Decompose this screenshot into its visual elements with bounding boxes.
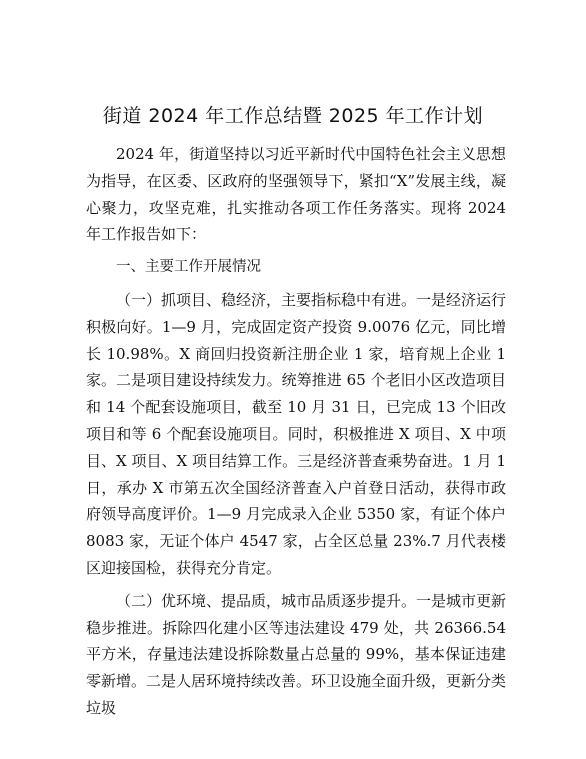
- document-title: 街道 2024 年工作总结暨 2025 年工作计划: [102, 105, 484, 127]
- intro-paragraph: 2024 年，街道坚持以习近平新时代中国特色社会主义思想为指导，在区委、区政府的坚强领导下，紧扣“X”发展主线，凝心聚力，攻坚克难，扎实推动各项工作任务落实。现将 2024 年工作报告如下：: [86, 145, 506, 244]
- paragraph-environment: （二）优环境、提品质，城市品质逐步提升。一是城市更新稳步推进。拆除四化建小区等违法建设 479 处，共 26366.54 平方米，存量违法建设拆除数量占总量的 99%，基本保证违建零新增。二是人居环境持续改善。环卫设施全面升级，更新分类垃圾: [86, 591, 507, 717]
- document-body: [86, 141, 506, 722]
- paragraph-economy: （一）抓项目、稳经济，主要指标稳中有进。一是经济运行积极向好。1—9 月，完成固定资产投资 9.0076 亿元，同比增长 10.98%。X 商回归投资新注册企业 1 家，培育规上企业 1 家。二是项目建设持续发力。统筹推进 65 个老旧小区改造项目和 14 个配套设施项目，截至 10 月 31 日，已完成 13 个旧改项目和等 6 个配套设施项目。同时，积极推进 X 项目、X 中项目、X 项目、X 项目结算工作。三是经济普查乘势奋进。1 月 1 日，承办 X 市第五次全国经济普查入户首登日活动，获得市政府领导高度评价。1—9 月完成录入企业 5350 家，有证个体户 8083 家，无证个体户 4547 家，占全区总量 23%.7 月代表楼区迎接国检，获得充分肯定。: [86, 290, 507, 577]
- section-heading: 一、主要工作开展情况: [116, 259, 261, 276]
